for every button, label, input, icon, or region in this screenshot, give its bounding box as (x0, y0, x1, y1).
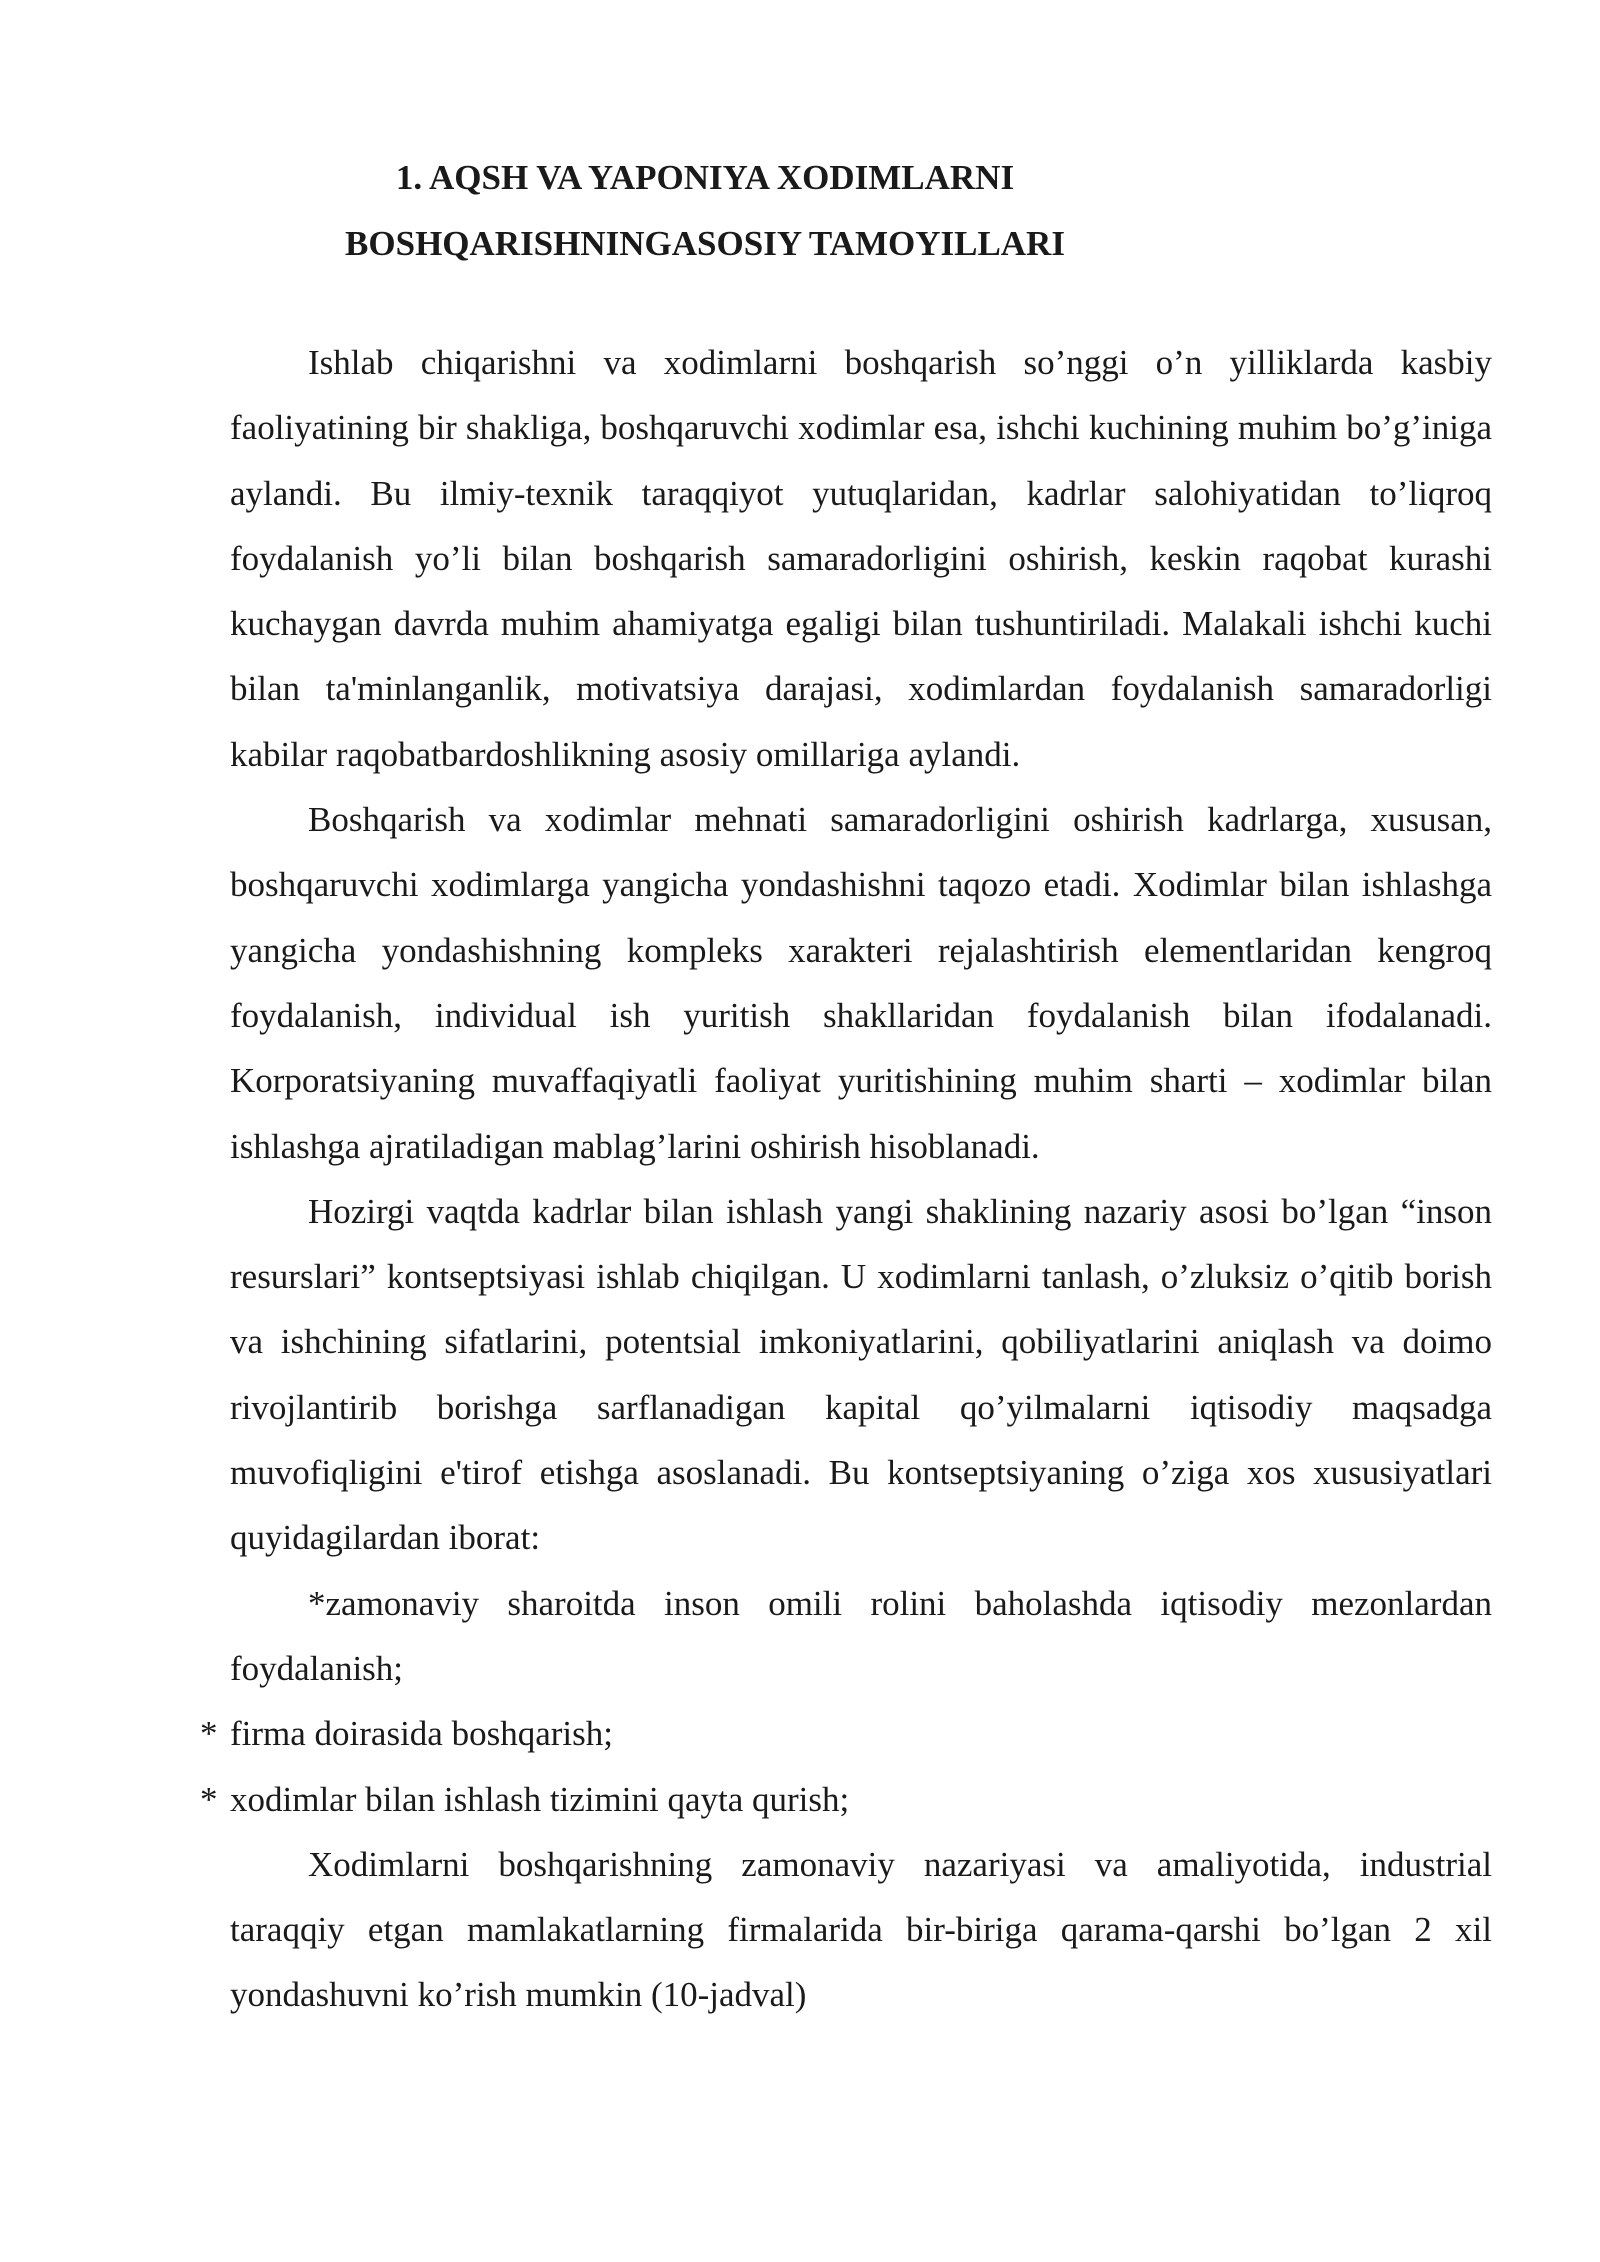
title-line-1: 1. AQSH VA YAPONIYA XODIMLARNI (395, 158, 1015, 197)
paragraph-4: *zamonaviy sharoitda inson omili rolini baholashda iqtisodiy mezonlardan foydalanish; (230, 1583, 1492, 1688)
list-item-text: xodimlar bilan ishlash tizimini qayta qurish; (230, 1779, 850, 1819)
body-text (200, 330, 1492, 2028)
list-item-text: firma doirasida boshqarish; (230, 1714, 613, 1754)
paragraph-3: Hozirgi vaqtda kadrlar bilan ishlash yangi shaklining nazariy asosi bo’lgan “inson resurslari” kontseptsiyasi ishlab chiqilgan. U xodimlarni tanlash, o’zluksiz o’qitib borish va ishchining sifatlarini, potentsial imkoniyatlarini, qobiliyatlarini aniqlash va doimo rivojlantirib borishga sarflanadigan kapital qo’yilmalarni iqtisodiy maqsadga muvofiqligini e'tirof etishga asoslanadi. Bu kontseptsiyaning o’ziga xos xususiyatlari quyidagilardan iborat: (230, 1191, 1492, 1558)
page-title (0, 145, 1600, 277)
paragraph-5: Xodimlarni boshqarishning zamonaviy nazariyasi va amaliyotida, industrial taraqqiy etgan mamlakatlarning firmalarida bir-biriga qarama-qarshi bo’lgan 2 xil yondashuvni ko’rish mumkin (10-jadval) (230, 1844, 1492, 2015)
title-line-2: BOSHQARISHNINGASOSIY TAMOYILLARI (345, 224, 1065, 263)
list-item (200, 1767, 1492, 1832)
list-item (200, 1701, 1492, 1766)
paragraph-2: Boshqarish va xodimlar mehnati samaradorligini oshirish kadrlarga, xususan, boshqaruvchi xodimlarga yangicha yondashishni taqozo etadi. Xodimlar bilan ishlashga yangicha yondashishning kompleks xarakteri rejalashtirish elementlaridan kengroq foydalanish, individual ish yuritish shakllaridan foydalanish bilan ifodalanadi. Korporatsiyaning muvaffaqiyatli faoliyat yuritishining muhim sharti – xodimlar bilan ishlashga ajratiladigan mablag’larini oshirish hisoblanadi. (230, 800, 1492, 1166)
bullet-marker: * (200, 1714, 218, 1754)
paragraph-1: Ishlab chiqarishni va xodimlarni boshqarish so’nggi o’n yilliklarda kasbiy faoliyatining bir shakliga, boshqaruvchi xodimlar esa, ishchi kuchining muhim bo’g’iniga aylandi. Bu ilmiy-texnik taraqqiyot yutuqlaridan, kadrlar salohiyatidan to’liqroq foydalanish yo’li bilan boshqarish samaradorligini oshirish, keskin raqobat kurashi kuchaygan davrda muhim ahamiyatga egaligi bilan tushuntiriladi. Malakali ishchi kuchi bilan ta'minlanganlik, motivatsiya darajasi, xodimlardan foydalanish samaradorligi kabilar raqobatbardoshlikning asosiy omillariga aylandi. (230, 343, 1492, 774)
bullet-marker: * (200, 1779, 218, 1819)
